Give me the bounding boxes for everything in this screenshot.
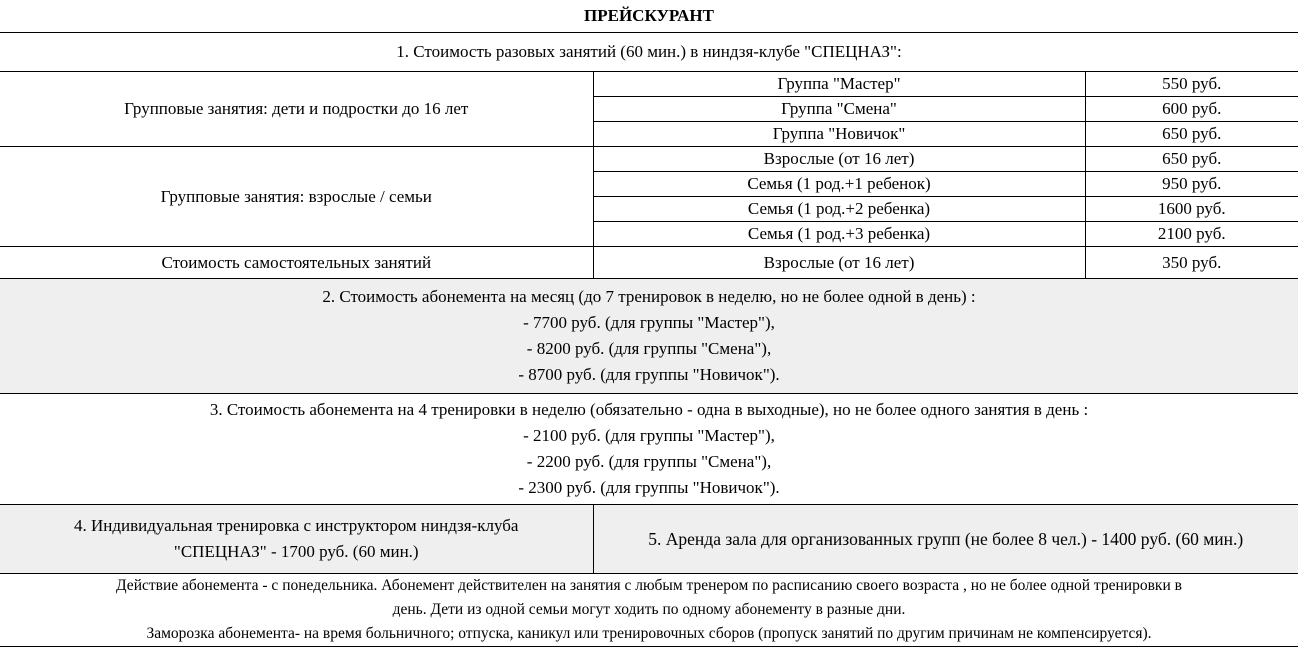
price-table	[0, 32, 1298, 647]
adults-group-price: 950 руб.	[1085, 172, 1298, 197]
footer-notes	[0, 574, 1298, 647]
weekly-subscription-line: - 2300 руб. (для группы "Новичок").	[518, 478, 780, 497]
adults-group-name: Взрослые (от 16 лет)	[593, 147, 1085, 172]
self-training-group: Взрослые (от 16 лет)	[593, 247, 1085, 279]
weekly-subscription-line: - 2100 руб. (для группы "Мастер"),	[523, 426, 775, 445]
self-training-label: Стоимость самостоятельных занятий	[0, 247, 593, 279]
children-group-price: 650 руб.	[1085, 122, 1298, 147]
adults-group-name: Семья (1 род.+3 ребенка)	[593, 222, 1085, 247]
weekly-subscription-line: - 2200 руб. (для группы "Смена"),	[526, 452, 772, 471]
footer-line: Заморозка абонемента- на время больничного; отпуска, каникул или тренировочных сборов (пропуск занятий по другим причинам не компенсируется).	[146, 625, 1152, 642]
monthly-subscription-line: - 7700 руб. (для группы "Мастер"),	[523, 313, 775, 332]
monthly-subscription-line: - 8700 руб. (для группы "Новичок").	[518, 365, 780, 384]
self-training-price: 350 руб.	[1085, 247, 1298, 279]
weekly-subscription-header: 3. Стоимость абонемента на 4 тренировки в неделю (обязательно - одна в выходные), но не более одного занятия в день :	[209, 400, 1089, 419]
children-group-name: Группа "Мастер"	[593, 72, 1085, 97]
section1-header: 1. Стоимость разовых занятий (60 мин.) в ниндзя-клубе "СПЕЦНАЗ":	[0, 33, 1298, 72]
monthly-subscription-block	[0, 279, 1298, 394]
children-group-name: Группа "Новичок"	[593, 122, 1085, 147]
individual-training-line: "СПЕЦНАЗ" - 1700 руб. (60 мин.)	[173, 542, 419, 561]
hall-rent-text: 5. Аренда зала для организованных групп (не более 8 чел.) - 1400 руб. (60 мин.)	[648, 528, 1244, 549]
adults-group-price: 2100 руб.	[1085, 222, 1298, 247]
adults-group-price: 650 руб.	[1085, 147, 1298, 172]
individual-training-cell	[0, 505, 593, 574]
adults-group-label: Групповые занятия: взрослые / семьи	[0, 147, 593, 247]
individual-training-line: 4. Индивидуальная тренировка с инструктором ниндзя-клуба	[74, 516, 519, 535]
adults-group-name: Семья (1 род.+2 ребенка)	[593, 197, 1085, 222]
children-group-price: 550 руб.	[1085, 72, 1298, 97]
monthly-subscription-line: - 8200 руб. (для группы "Смена"),	[526, 339, 772, 358]
children-group-name: Группа "Смена"	[593, 97, 1085, 122]
page-title: ПРЕЙСКУРАНТ	[584, 6, 714, 25]
children-group-price: 600 руб.	[1085, 97, 1298, 122]
hall-rent-cell	[593, 505, 1298, 574]
adults-group-name: Семья (1 род.+1 ребенок)	[593, 172, 1085, 197]
children-group-label: Групповые занятия: дети и подростки до 16 лет	[0, 72, 593, 147]
weekly-subscription-block	[0, 394, 1298, 505]
footer-line: Действие абонемента - с понедельника. Абонемент действителен на занятия с любым тренером по расписанию своего возраста , но не более одной тренировки в	[116, 577, 1182, 594]
footer-line: день. Дети из одной семьи могут ходить по одному абонементу в разные дни.	[392, 601, 906, 618]
monthly-subscription-header: 2. Стоимость абонемента на месяц (до 7 тренировок в неделю, но не более одной в день) :	[322, 287, 976, 306]
adults-group-price: 1600 руб.	[1085, 197, 1298, 222]
